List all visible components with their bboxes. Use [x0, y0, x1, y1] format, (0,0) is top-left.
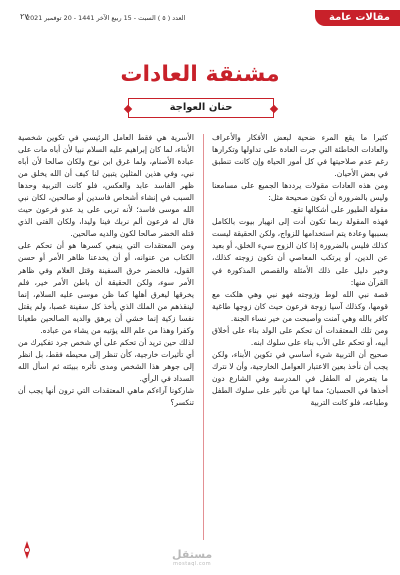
right-column: [212, 132, 388, 542]
paragraph: لذلك حين تريد أن تحكم على أي شخص جرد تفكيرك من أي تأثيرات خارجية، كأن تنظر إلى محيطه فقط، بل انظر إلى جوهر هذا الشخص ومدى تأثره ببيئته ثم اسأل الله السداد في الرأي.: [18, 337, 194, 383]
paragraph: ومن المعتقدات التي ينبغي كسرها هو أن تحكم على الكتاب من عنوانه، أو أن يخدعنا ظاهر الأمر أو حسن القول، فالخضر خرق السفينة وقتل الغلام وفي ظاهر الأمر سوء، ولكن الحقيقة أن باطن الأمر خير، فلم يخرقها ليغرق أهلها كما ظن موسى عليه السلام، إنما لينقذهم من الملك الذي يأخذ كل سفينة غصبا، ولم يقتل نفسا زكية إنما خشي أن يرهق والديه الصالحين طغيانا وكفرا وهذا من علم الله يؤتيه من يشاء من عباده.: [18, 241, 194, 335]
author-name: حنان العواجة: [128, 98, 274, 118]
watermark: [172, 548, 212, 567]
issue-info: العدد ( ٥ ) السبت - 15 ربيع الآخر 1441 - 20 توفمبر 2021: [26, 14, 186, 22]
paragraph: مقولة الطيور على أشكالها تقع.: [290, 205, 388, 215]
column-divider: [203, 134, 204, 540]
paragraph: فهذه المقولة ربما تكون أدت إلى انهيار بيوت بالكامل بسببها وعادة يتم استخدامها للزواج، ولكن الحقيقة ليست كذلك فليس بالضرورة إذا كان الزوج سيء الخلق، أو بعيد عن الدين، أو يرتكب المعاصي أن تكون زوجته كذلك، وخير دليل على ذلك الأمثلة والقصص المذكورة في القرآن منها:: [212, 217, 388, 287]
section-badge: مقالات عامة: [315, 10, 400, 26]
article-title: مشنقة العادات: [120, 62, 280, 87]
paragraph: صحيح أن التربية شيء أساسي في تكوين الأبناء، ولكن يجب أن نأخذ بعين الاعتبار العوامل الخارجية، وأن لا نترك ما يتعرض له الطفل في المدرسة وفي الشارع دون أخذها في الحسبان؛ مما لها من تأثير على سلوك الطفل وطباعه، فلو كانت التربية: [212, 349, 388, 408]
article-body: [18, 132, 388, 542]
paragraph: شاركونا آراءكم ماهي المعتقدات التي ترون أنها يجب أن تنكسر؟: [18, 385, 194, 408]
paragraph: كثيرا ما يقع المرء ضحية لبعض الأفكار والأعراف والعادات الخاطئة التي جرت العادة على تداولها وتكرارها رغم عدم صلاحيتها في كل أمور الحياة وإن كانت تنطبق في بعض الأحيان.: [212, 133, 388, 179]
paragraph: الأسرية هي فقط العامل الرئيسي في تكوين شخصية الأبناء، لما كان إبراهيم عليه السلام نبيا لأن أباه مات على عبادة الأصنام، ولما غرق ابن نوح ولكان صالحا لأن أباه نبي، وفي هذين المثلين يتبين لنا كيف أن الله يخلق من ظهر الفاسد عابد والعكس، فلو كانت التربية وحدها السبب في إنشاء أشخاص فاسدين أو صالحين، لكان نبي الله موسى فاسد؛ لأنه تربى على يد عدو فرعون حيث قال له فرعون ألم نربك فينا وليدا، ولكان الفتى الذي قتله الخضر صالحا لكون والديه صالحين.: [18, 133, 194, 239]
paragraph: ومن تلك المعتقدات أن تحكم على الولد بناء على أخلاق أبيه، أو تحكم على الأب بناء على سلوك ابنه.: [212, 325, 388, 347]
header-strip: [0, 10, 400, 26]
page-number: ٢٧: [20, 12, 29, 21]
paragraph: قصة نبي الله لوط وزوجته فهو نبي وهي هلكت مع قومها، وكذلك آسيا زوجة فرعون حيث كان زوجها طاغية كافر بالله وهي آمنت وأصبحت من خير نساء الجنة.: [212, 289, 388, 323]
paragraph: ومن هذه العادات مقولات يرددها الجميع على مسامعنا وليس بالضرورة أن تكون صحيحة مثل:: [212, 181, 388, 203]
watermark-sub: mostaql.com: [173, 561, 212, 567]
watermark-name: مستقل: [172, 548, 213, 561]
left-column: [18, 132, 194, 542]
decorative-ornament-icon: [16, 539, 38, 561]
